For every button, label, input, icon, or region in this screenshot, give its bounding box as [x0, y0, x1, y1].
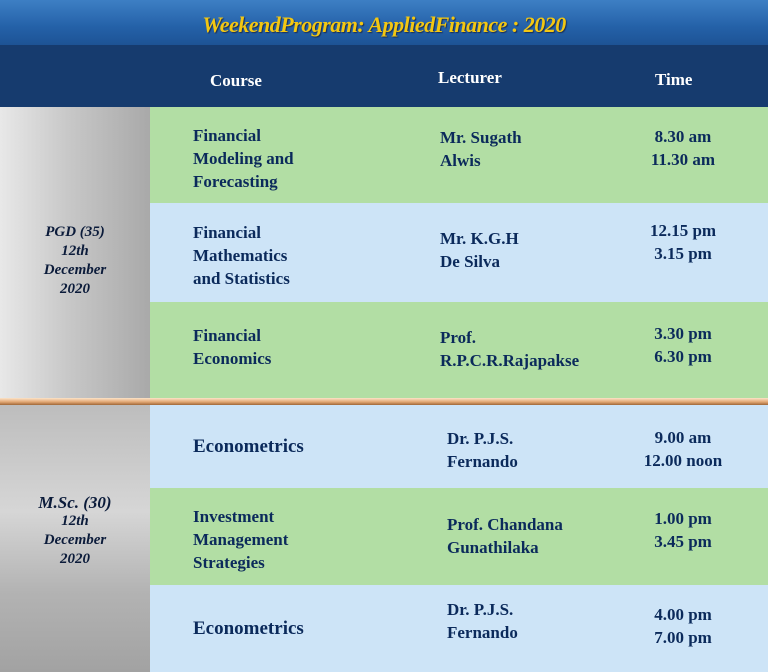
time-cell: 3.30 pm 6.30 pm: [654, 324, 712, 366]
course-cell: Investment Management Strategies: [193, 507, 289, 572]
program-date-day: 12th: [61, 243, 89, 259]
program-cell-pgd: [0, 107, 150, 398]
time-cell: 8.30 am 11.30 am: [650, 127, 716, 169]
header-course: Course: [210, 71, 262, 90]
lecturer-cell: Mr. Sugath Alwis: [440, 128, 522, 170]
lecturer-cell: Dr. P.J.S. Fernando: [447, 429, 518, 471]
time-cell: 4.00 pm 7.00 pm: [654, 605, 712, 647]
time-cell: 12.15 pm 3.15 pm: [649, 221, 717, 263]
lecturer-cell: Mr. K.G.H De Silva: [440, 229, 519, 271]
lecturer-cell: Prof. Chandana Gunathilaka: [447, 515, 563, 557]
program-date-month: December: [43, 532, 107, 548]
course-cell: Econometrics: [193, 436, 304, 457]
table-row: [150, 302, 768, 398]
table-row: [150, 203, 768, 302]
time-cell: 9.00 am 12.00 noon: [643, 428, 723, 470]
lecturer-cell: Prof. R.P.C.R.Rajapakse: [440, 328, 580, 370]
header-time: Time: [655, 70, 693, 89]
table-row: [150, 488, 768, 585]
program-date-month: December: [43, 262, 107, 278]
page-title: WeekendProgram: AppliedFinance : 2020: [202, 12, 566, 37]
course-cell: Econometrics: [193, 618, 304, 639]
table-row: [150, 107, 768, 203]
table-row: [150, 585, 768, 672]
course-cell: Financial Mathematics and Statistics: [193, 223, 290, 288]
section-divider: [0, 398, 768, 405]
program-date-year: 2020: [60, 281, 90, 297]
program-name: M.Sc. (30): [38, 493, 112, 512]
table-row: [150, 405, 768, 488]
time-cell: 1.00 pm 3.45 pm: [654, 509, 712, 551]
program-cell-msc: [0, 405, 150, 672]
header-lecturer: Lecturer: [438, 68, 502, 87]
lecturer-cell: Dr. P.J.S. Fernando: [447, 600, 518, 642]
course-cell: Financial Modeling and Forecasting: [193, 126, 294, 191]
program-date-day: 12th: [61, 513, 89, 529]
course-cell: Financial Economics: [193, 326, 272, 368]
program-date-year: 2020: [60, 551, 90, 567]
table-header: [0, 45, 768, 107]
program-name: PGD (35): [45, 224, 105, 240]
